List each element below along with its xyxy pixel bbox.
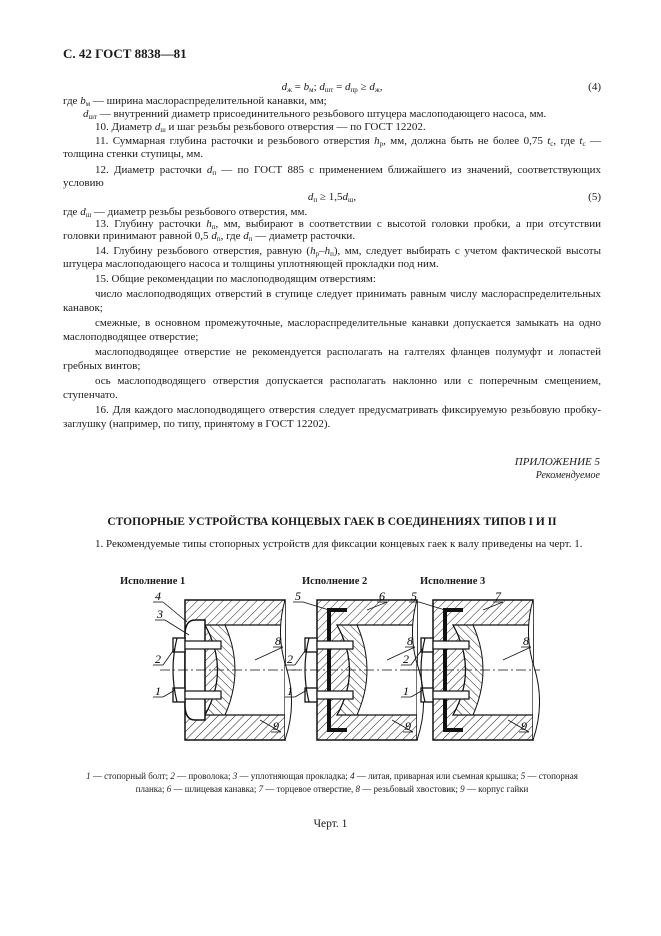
text-line: 10. Диаметр $d_ш$ и шаг резьбы резьбового отверстия — по ГОСТ 12202.	[95, 121, 426, 134]
callout-label: 2	[155, 652, 161, 666]
document-body	[63, 80, 601, 440]
appendix-heading	[515, 456, 600, 482]
caption-line: 1 — стопорный болт; 2 — проволока; 3 — уплотняющая прокладка; 4 — литая, приварная или съемная крышка; 5 — стопорная	[86, 771, 578, 781]
math-symbol: d	[307, 191, 314, 203]
math-symbol: 6	[166, 784, 172, 794]
text-line: головки принимают равной 0,5 $d_п$, где $d_п$ — диаметр расточки.	[63, 230, 356, 243]
text-line: где $b_м$ — ширина маслораспределительной канавки, мм;	[63, 95, 327, 108]
text-line: штуцера маслоподающего насоса и толщины уплотняющей прокладки под ним.	[63, 258, 439, 270]
text-line: канавок;	[63, 302, 103, 314]
figure-caption	[63, 770, 601, 796]
math-symbol: 1	[86, 771, 91, 781]
text-line: 14. Глубину резьбового отверстия, равную $(h_р-h_п)$, мм, следует выбирать с учетом фактической высоты	[95, 245, 601, 258]
math-symbol: 2	[170, 771, 175, 781]
callout-label: 1	[403, 684, 409, 698]
math-symbol: d	[80, 206, 86, 218]
callout-label: 1	[155, 684, 161, 698]
math-symbol: d	[211, 230, 217, 242]
math-symbol: d	[319, 81, 325, 93]
subscript: п	[216, 235, 221, 243]
paragraph-1-text: 1. Рекомендуемые типы стопорных устройств для фиксации концевых гаек к валу приведены на черт. 1.	[95, 538, 583, 550]
math-symbol: t	[579, 135, 583, 147]
math-symbol: d	[281, 81, 288, 93]
text-line: толщина стенки ступицы, мм.	[63, 148, 204, 160]
text-line: маслоподводящее отверстие;	[63, 331, 199, 343]
subscript: шт	[324, 86, 334, 94]
callout-label: 9	[405, 719, 411, 733]
bolt-shank	[317, 641, 353, 649]
bolt-shank	[433, 641, 469, 649]
text-line: ось маслоподводящего отверстия допускается располагать наклонно или с поперечным смещением,	[95, 375, 601, 387]
math-symbol: h	[206, 218, 212, 230]
subscript: ж	[374, 86, 380, 94]
text-line: 13. Глубину расточки $h_п$, мм, выбирают в соответствии с высотой головки пробки, а при отсутствии	[95, 218, 601, 231]
bolt-shank	[185, 691, 221, 699]
section-title: СТОПОРНЫЕ УСТРОЙСТВА КОНЦЕВЫХ ГАЕК В СОЕДИНЕНИЯХ ТИПОВ I И II	[107, 516, 557, 528]
subscript: ш	[85, 211, 92, 219]
callout-label: 5	[295, 590, 301, 603]
math-symbol: h	[324, 245, 331, 257]
bolt-shank	[433, 691, 469, 699]
math-symbol: b	[80, 95, 86, 107]
callout-label: 3	[157, 607, 163, 621]
equation-number: (5)	[588, 191, 601, 203]
math-symbol: d	[206, 164, 213, 176]
math-symbol: b	[303, 81, 310, 93]
subscript: с	[550, 140, 554, 148]
subscript: ж	[287, 86, 292, 94]
formula-line: $d_п \ge 1,5d_ш$, (5)	[307, 191, 601, 204]
drawing-variant-1	[153, 590, 300, 740]
text-line: $d_{шт}$ — внутренний диаметр присоединительного резьбового штуцера маслоподающего насоса, мм.	[83, 108, 547, 121]
callout-label: 1	[287, 684, 293, 698]
math-symbol: t	[547, 135, 551, 147]
callout-label: 9	[273, 719, 279, 733]
bolt-shank	[185, 641, 221, 649]
subscript: п	[212, 169, 217, 177]
text-line: маслоподводящее отверстие не рекомендуется располагать на галтелях фланцев полумуфт и лопастей	[95, 346, 601, 358]
callout-label: 8	[523, 634, 529, 648]
subscript: п	[211, 223, 216, 231]
math-symbol: h	[374, 135, 380, 147]
subscript: пр	[350, 86, 358, 94]
math-symbol: 7	[258, 784, 264, 794]
callout-label: 7	[495, 590, 501, 603]
subscript: ш	[160, 126, 166, 134]
math-symbol: h	[310, 245, 316, 257]
appendix-status: Рекомендуемое	[535, 470, 600, 481]
subscript: шт	[88, 113, 97, 121]
math-symbol: d	[369, 81, 375, 93]
callout-label: 2	[403, 652, 409, 666]
subscript: р	[315, 250, 320, 258]
math-symbol: 8	[355, 784, 361, 794]
text-line: где $d_ш$ — диаметр резьбы резьбового отверстия, мм.	[63, 206, 308, 219]
figure-label: Черт. 1	[313, 818, 348, 830]
paragraph-1	[63, 538, 601, 550]
callout-label: 8	[275, 634, 281, 648]
bolt-shank	[317, 691, 353, 699]
text-line: смежные, в основном промежуточные, маслораспределительные канавки допускается замыкать на одно	[95, 317, 601, 329]
callout-label: 6	[379, 590, 385, 603]
math-symbol: d	[243, 230, 249, 242]
leader-line	[163, 602, 187, 622]
text-line: условию	[63, 177, 104, 189]
caption-line: планка; 6 — шлицевая канавка; 7 — торцевое отверстие, 8 — резьбовый хвостовик; 9 — корпус гайки	[135, 784, 529, 794]
callout-label: 8	[407, 634, 413, 648]
text-line: гребных винтов;	[63, 360, 141, 372]
figure-title-1: Исполнение 1	[120, 576, 186, 587]
callout-label: 2	[287, 652, 293, 666]
figure-title-3: Исполнение 3	[420, 576, 486, 587]
math-symbol: d	[342, 191, 348, 203]
math-symbol: 5	[520, 771, 526, 781]
subscript: п	[248, 235, 253, 243]
subscript: п	[313, 196, 318, 204]
callout-label: 9	[521, 719, 527, 733]
math-symbol: 3	[232, 771, 238, 781]
appendix-title: ПРИЛОЖЕНИЕ 5	[514, 456, 600, 468]
text-line: ступенчато.	[63, 389, 118, 401]
subscript: м	[85, 100, 91, 108]
math-symbol: 4	[350, 771, 355, 781]
subscript: м	[309, 86, 314, 94]
math-symbol: d	[83, 108, 89, 120]
math-symbol: d	[154, 121, 161, 133]
figure-drawings	[140, 590, 540, 760]
equation-number: (4)	[588, 81, 601, 93]
text-line: 15. Общие рекомендации по маслоподводящим отверстиям:	[95, 273, 376, 285]
formula-line: $d_ж = b_м$; $d_{шт} = d_{пр} \ge d_ж$, (4)	[281, 81, 601, 94]
subscript: ш	[347, 196, 354, 204]
text-line: 12. Диаметр расточки $d_п$ — по ГОСТ 885 с применением ближайшего из значений, соответствующих	[95, 164, 601, 177]
math-symbol: 9	[460, 784, 465, 794]
math-symbol: d	[345, 81, 351, 93]
subscript: п	[330, 250, 334, 258]
text-line: 16. Для каждого маслоподводящего отверстия следует предусматривать фиксируемую резьбовую пробку-	[95, 404, 601, 416]
callout-label: 4	[155, 590, 161, 603]
subscript: с	[582, 140, 586, 148]
text-line: число маслоподводящих отверстий в ступице следует принимать равным числу маслораспределительных	[95, 288, 601, 300]
figure-title-2: Исполнение 2	[302, 576, 368, 587]
text-line: заглушку (например, по типу, принятому в ГОСТ 12202).	[63, 418, 331, 430]
subscript: р	[379, 140, 384, 148]
callout-label: 5	[411, 590, 417, 603]
page-header: С. 42 ГОСТ 8838—81	[63, 46, 187, 61]
text-line: 11. Суммарная глубина расточки и резьбового отверстия $h_р$, мм, должна быть не более 0,75 $t_с$, где $t_с$ —	[95, 135, 601, 148]
